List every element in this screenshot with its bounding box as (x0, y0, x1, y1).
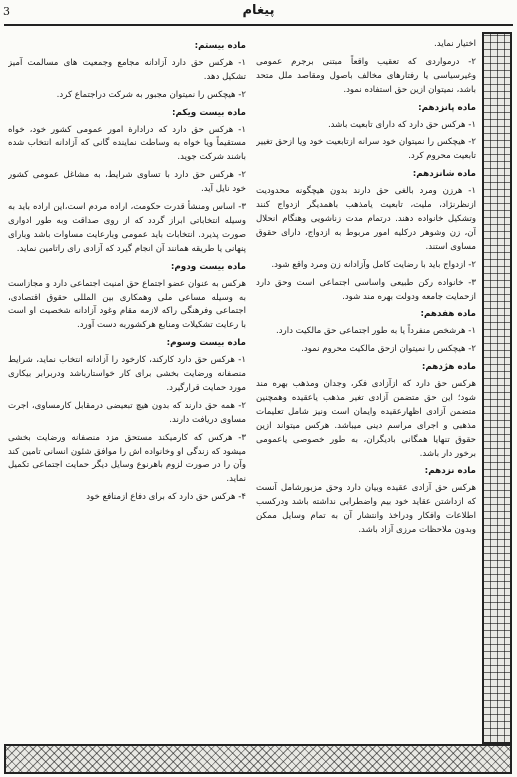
article-23-clause-3: ۳- هرکس که کارمیکند مستحق مزد منصفانه ورضایت بخشی میشود که زندگی او وخانواده اش را موافق شئون انسانی تامین کند وآن را در صورت لزوم باهرنوع وسایل دیگر حمایت اجتماعی تکمیل نماید. (8, 432, 246, 485)
page-header (0, 0, 517, 30)
article-16-clause-2: ۲- ازدواج باید با رضایت کامل وآزادانه زن ومرد واقع شود. (271, 259, 476, 270)
right-column (256, 38, 476, 740)
article-14-clause-2: ۲- درمواردی که تعقیب واقعاً مبتنی برجرم عمومی وغیرسیاسی یا رفتارهای مخالف باصول ومقاصد ملل متحد باشد، نمیتوان ازین حق استفاده نمود. (256, 56, 476, 95)
article-19-text: هرکس حق آزادی عقیده وبیان دارد وحق مزبورشامل آنست که ازداشتن عقاید خود بیم واضطرابی نداشته باشد ودرکسب اطلاعات وافکار ودراخذ وانتشار آن به تمام وسایل ممکن وبدون ملاحظات مرزی آزاد باشد. (256, 483, 476, 536)
article-21-clause-3: ۳- اساس ومنشأ قدرت حکومت، اراده مردم است،این اراده باید به وسیله انتخاباتی ابراز گردد که از روی صداقت وبه طور ادواری صورت پذیرد. انتخابات باید عمومی وبارعایت مساوات باشد وبارای پنهانی یا طریقه همانند آن انجام گیرد که آزادی رای راتامین نماید. (8, 202, 246, 254)
article-21-clause-2: ۲- هرکس حق دارد با تساوی شرایط، به مشاغل عمومی کشور خود نایل آید. (8, 170, 246, 195)
article-23-heading: ماده بیست وسوم: (166, 338, 246, 349)
article-20-clause-1: ۱- هرکس حق دارد آزادانه مجامع وجمعیت های مسالمت آمیز تشکیل دهد. (8, 57, 246, 82)
article-22-text: هرکس به عنوان عضو اجتماع حق امنیت اجتماعی دارد و مجازاست به وسیله مساعی ملی وهمکاری بین المللی حقوق اقتصادی، اجتماعی وفرهنگی راکه لازمه مقام وغود آزادانه شخصیت او است با رعایت تشکیلات ومنابع هرکشوربه دست آورد. (8, 278, 246, 331)
header-rule (4, 24, 513, 26)
page-title: پیغام (242, 3, 275, 18)
decorative-border-right (482, 32, 512, 744)
left-column (8, 38, 246, 740)
article-14-end: اختیار نماید. (434, 39, 476, 49)
article-23-clause-4: ۴- هرکس حق دارد که برای دفاع ازمنافع خود (86, 492, 246, 503)
article-18-text: هرکس حق دارد که ازآزادی فکر، وجدان ومذهب بهره مند شود؛ این حق متضمن آزادی تغیر مذهب یاعقیده وهمچنین متضمن آزادی اظهارعقیده وایمان است ونیز شامل تعلیمات مذهبی و اجرای مراسم دینی میباشد. هرکس میتواند ازین حقوق تنهایا همگانی بادیگران، به طور خصوصی یاعمومی برخور دار باشد. (256, 379, 476, 459)
article-16-clause-1: ۱- هرزن ومرد بالغی حق دارند بدون هیچگونه محدودیت ازنظرنژاد، ملیت، تابعیت یامذهب باهمدیگر ازدواج کنند وتشکیل خانواده دهند. درتمام مدت زناشویی وهنگام انحلال آن، زن وشوهر درکلیه امور مربوط به ازدواج، دارای حقوق مساوی استند. (256, 186, 476, 252)
article-16-heading: ماده شانزدهم: (412, 169, 476, 180)
article-16-clause-3: ۳- خانواده رکن طبیعی واساسی اجتماعی است وحق دارد ازحمایت جامعه ودولت بهره مند شود. (256, 277, 476, 302)
article-17-heading: ماده هفدهم: (420, 309, 476, 320)
article-23-clause-2: ۲- همه حق دارند که بدون هیچ تبعیضی درمقابل کارمساوی، اجرت مساوی دریافت دارند. (8, 400, 246, 425)
article-22-heading: ماده بیست ودوم: (170, 261, 246, 272)
article-15-clause-1: ۱- هرکس حق دارد که دارای تابعیت باشد. (327, 119, 476, 130)
article-17-clause-1: ۱- هرشخص منفرداً یا به طور اجتماعی حق مالکیت دارد. (276, 326, 476, 337)
article-20-clause-2: ۲- هیچکس را نمیتوان مجبور به شرکت دراجتماع کرد. (56, 89, 246, 100)
page-number: 3 (3, 5, 10, 18)
article-21-clause-1: ۱- هرکس حق دارد که درادارة امور عمومی کشور خود، خواه مستقیماً ویا خواه به وساطت نماینده گانی که آزادانه انتخاب شده باشند شرکت جوید. (8, 124, 246, 163)
article-15-clause-2: ۲- هیچکس را نمیتوان خود سرانه ازتابعیت خود ویا ازحق تغییر تابعیت محروم کرد. (256, 137, 476, 162)
article-17-clause-2: ۲- هیچکس را نمیتوان ازحق مالکیت محروم نمود. (301, 344, 476, 355)
article-15-heading: ماده پانزدهم: (418, 102, 476, 113)
article-18-heading: ماده هژدهم: (421, 362, 476, 373)
article-20-heading: ماده بیستم: (194, 41, 246, 51)
article-21-heading: ماده بیست ویکم: (171, 107, 246, 118)
decorative-border-bottom (4, 744, 512, 774)
article-19-heading: ماده نزدهم: (424, 466, 476, 477)
article-23-clause-1: ۱- هرکس حق دارد کارکند، کارخود را آزادانه انتخاب نماید، شرایط منصفانه ورضایت بخشی برای کار خواستارباشد ودربرابر بیکاری مورد حمایت قرارگیرد. (8, 355, 246, 393)
